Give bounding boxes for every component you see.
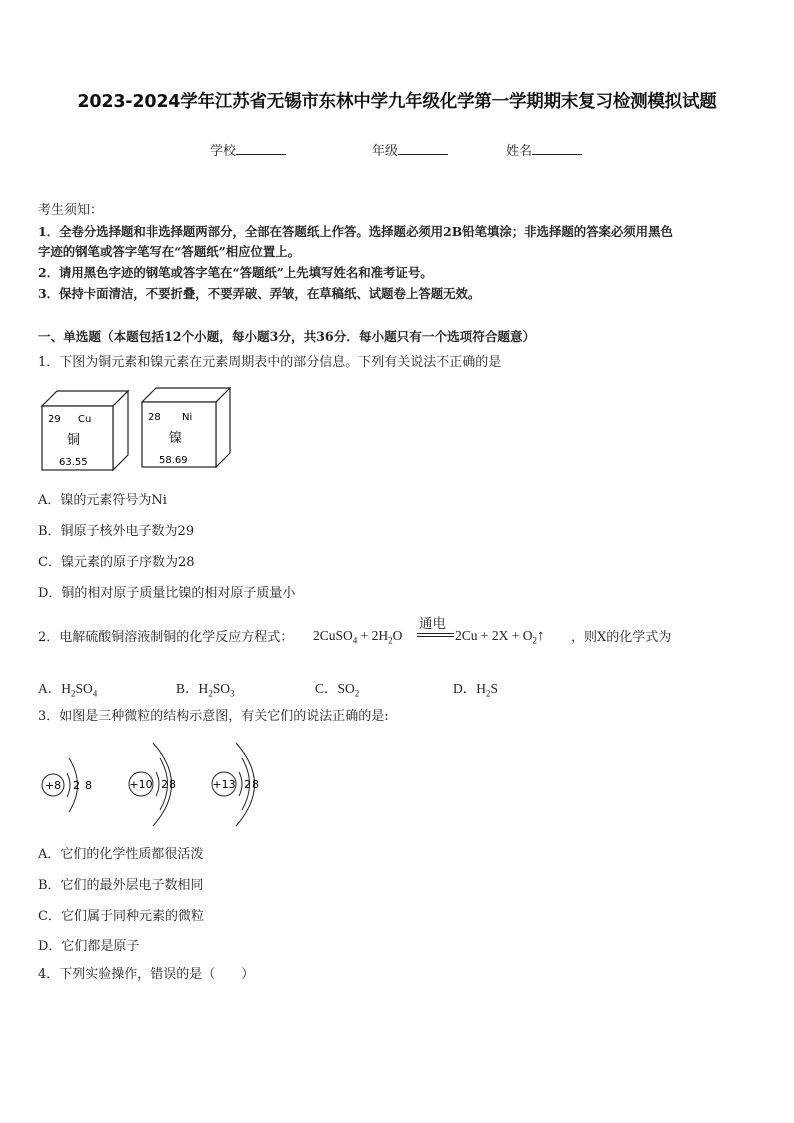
grade-blank[interactable] — [398, 141, 448, 155]
name-field — [506, 140, 582, 159]
q2-b-sub2: 3 — [230, 688, 235, 699]
particle-3-nucleus: +13 — [212, 778, 236, 791]
q2-equation-left — [313, 628, 402, 646]
particle-3-shell-1: 2 — [244, 778, 251, 791]
school-blank[interactable] — [236, 141, 286, 155]
particle-1-shell-1: 2 — [73, 779, 80, 792]
q2-a-text2: SO — [75, 681, 93, 696]
cu-symbol: Cu — [78, 414, 92, 425]
q2-stem-prefix: 2．电解硫酸铜溶液制铜的化学反应方程式： — [38, 630, 294, 645]
notice-item-1-line-2: 字迹的钢笔或答字笔写在“答题纸”相应位置上。 — [38, 244, 301, 259]
name-label: 姓名 — [506, 144, 533, 159]
eq-sub-2: 2 — [388, 635, 393, 646]
q3-option-d[interactable]: D．它们都是原子 — [38, 939, 140, 954]
eq-cuso4: 2CuSO — [313, 628, 353, 643]
q2-c-text: C．SO — [315, 681, 355, 696]
school-label: 学校 — [210, 144, 237, 159]
school-field — [210, 140, 286, 159]
section-1-heading: 一、单选题（本题包括12个小题，每小题3分，共36分．每小题只有一个选项符合题意） — [38, 329, 536, 344]
q2-a-text: A．H — [38, 681, 71, 696]
q2-stem-suffix: ，则X的化学式为 — [571, 630, 672, 645]
copper-element-card — [42, 391, 128, 470]
ni-atomic-number: 28 — [148, 412, 161, 423]
ni-name: 镍 — [169, 431, 183, 446]
q1-option-c[interactable]: C．镍元素的原子序数为28 — [38, 555, 195, 570]
q4-stem: 4．下列实验操作，错误的是（ ） — [38, 967, 255, 982]
q2-a-sub2: 4 — [92, 688, 98, 699]
notice-item-3: 3．保持卡面清洁，不要折叠，不要弄破、弄皱，在草稿纸、试题卷上答题无效。 — [38, 286, 481, 301]
q2-d-sub1: 2 — [486, 688, 491, 699]
particle-3 — [212, 743, 259, 826]
q2-condition: 通电 — [419, 616, 446, 632]
q2-b-text2: SO — [212, 681, 231, 696]
eq-o: O — [392, 628, 403, 643]
grade-field — [372, 140, 448, 159]
q2-c-sub1: 2 — [354, 688, 360, 699]
eq-sub-o2: 2 — [532, 635, 537, 646]
q3-atomic-structure-diagrams — [38, 738, 278, 838]
q3-option-b[interactable]: B．它们的最外层电子数相同 — [38, 878, 204, 893]
q1-option-d[interactable]: D．铜的相对原子质量比镍的相对原子质量小 — [38, 586, 296, 601]
q3-stem: 3．如图是三种微粒的结构示意图，有关它们的说法正确的是: — [38, 709, 389, 724]
ni-symbol: Ni — [182, 412, 193, 423]
notice-item-1-line-1: 1．全卷分选择题和非选择题两部分，全部在答题纸上作答。选择题必须用2B铅笔填涂；非选择题的答案必须用黑色 — [38, 224, 673, 239]
cu-atomic-number: 29 — [48, 414, 61, 425]
eq-products: 2Cu + 2X + O — [455, 628, 533, 643]
ni-atomic-mass: 58.69 — [159, 455, 188, 466]
q1-element-cards — [36, 385, 236, 475]
eq-h2: + 2H — [357, 628, 389, 643]
notice-item-2: 2．请用黑色字迹的钢笔或答字笔在“答题纸”上先填写姓名和准考证号。 — [38, 265, 433, 280]
q1-stem: 1．下图为铜元素和镍元素在元素周期表中的部分信息。下列有关说法不正确的是 — [38, 355, 502, 370]
particle-2-nucleus: +10 — [129, 778, 153, 791]
cu-atomic-mass: 63.55 — [59, 457, 88, 468]
nickel-element-card — [142, 388, 230, 467]
q2-b-sub1: 2 — [208, 688, 213, 699]
q2-b-text: B．H — [176, 681, 209, 696]
paper-title: 2023-2024学年江苏省无锡市东林中学九年级化学第一学期期末复习检测模拟试题 — [77, 92, 717, 112]
q2-d-text2: S — [490, 681, 499, 696]
grade-label: 年级 — [372, 144, 399, 159]
q2-option-c[interactable] — [315, 677, 359, 699]
particle-3-shell-2: 8 — [252, 778, 259, 791]
q2-equation-right — [455, 628, 544, 646]
cu-name: 铜 — [67, 433, 81, 448]
particle-2-shell-2: 8 — [169, 778, 176, 791]
particle-2-shell-1: 2 — [161, 778, 168, 791]
particle-1-nucleus: +8 — [44, 779, 62, 792]
q3-option-a[interactable]: A．它们的化学性质都很活泼 — [38, 847, 204, 862]
eq-gas-arrow: ↑ — [536, 628, 545, 644]
q1-option-a[interactable]: A．镍的元素符号为Ni — [38, 493, 167, 508]
q2-a-sub1: 2 — [71, 688, 76, 699]
q1-option-b[interactable]: B．铜原子核外电子数为29 — [38, 524, 195, 539]
name-blank[interactable] — [532, 141, 582, 155]
eq-sub-4: 4 — [352, 635, 358, 646]
q2-option-d[interactable] — [453, 677, 498, 699]
particle-1-shell-2: 8 — [85, 779, 92, 792]
q2-option-a[interactable] — [38, 677, 97, 699]
particle-2 — [129, 743, 176, 826]
q2-d-text: D．H — [453, 681, 486, 696]
q2-option-b[interactable] — [176, 677, 235, 699]
q2-equals-sign — [417, 633, 454, 637]
q3-option-c[interactable]: C．它们属于同种元素的微粒 — [38, 909, 204, 924]
notice-heading: 考生须知： — [38, 203, 104, 218]
particle-1 — [42, 758, 92, 812]
